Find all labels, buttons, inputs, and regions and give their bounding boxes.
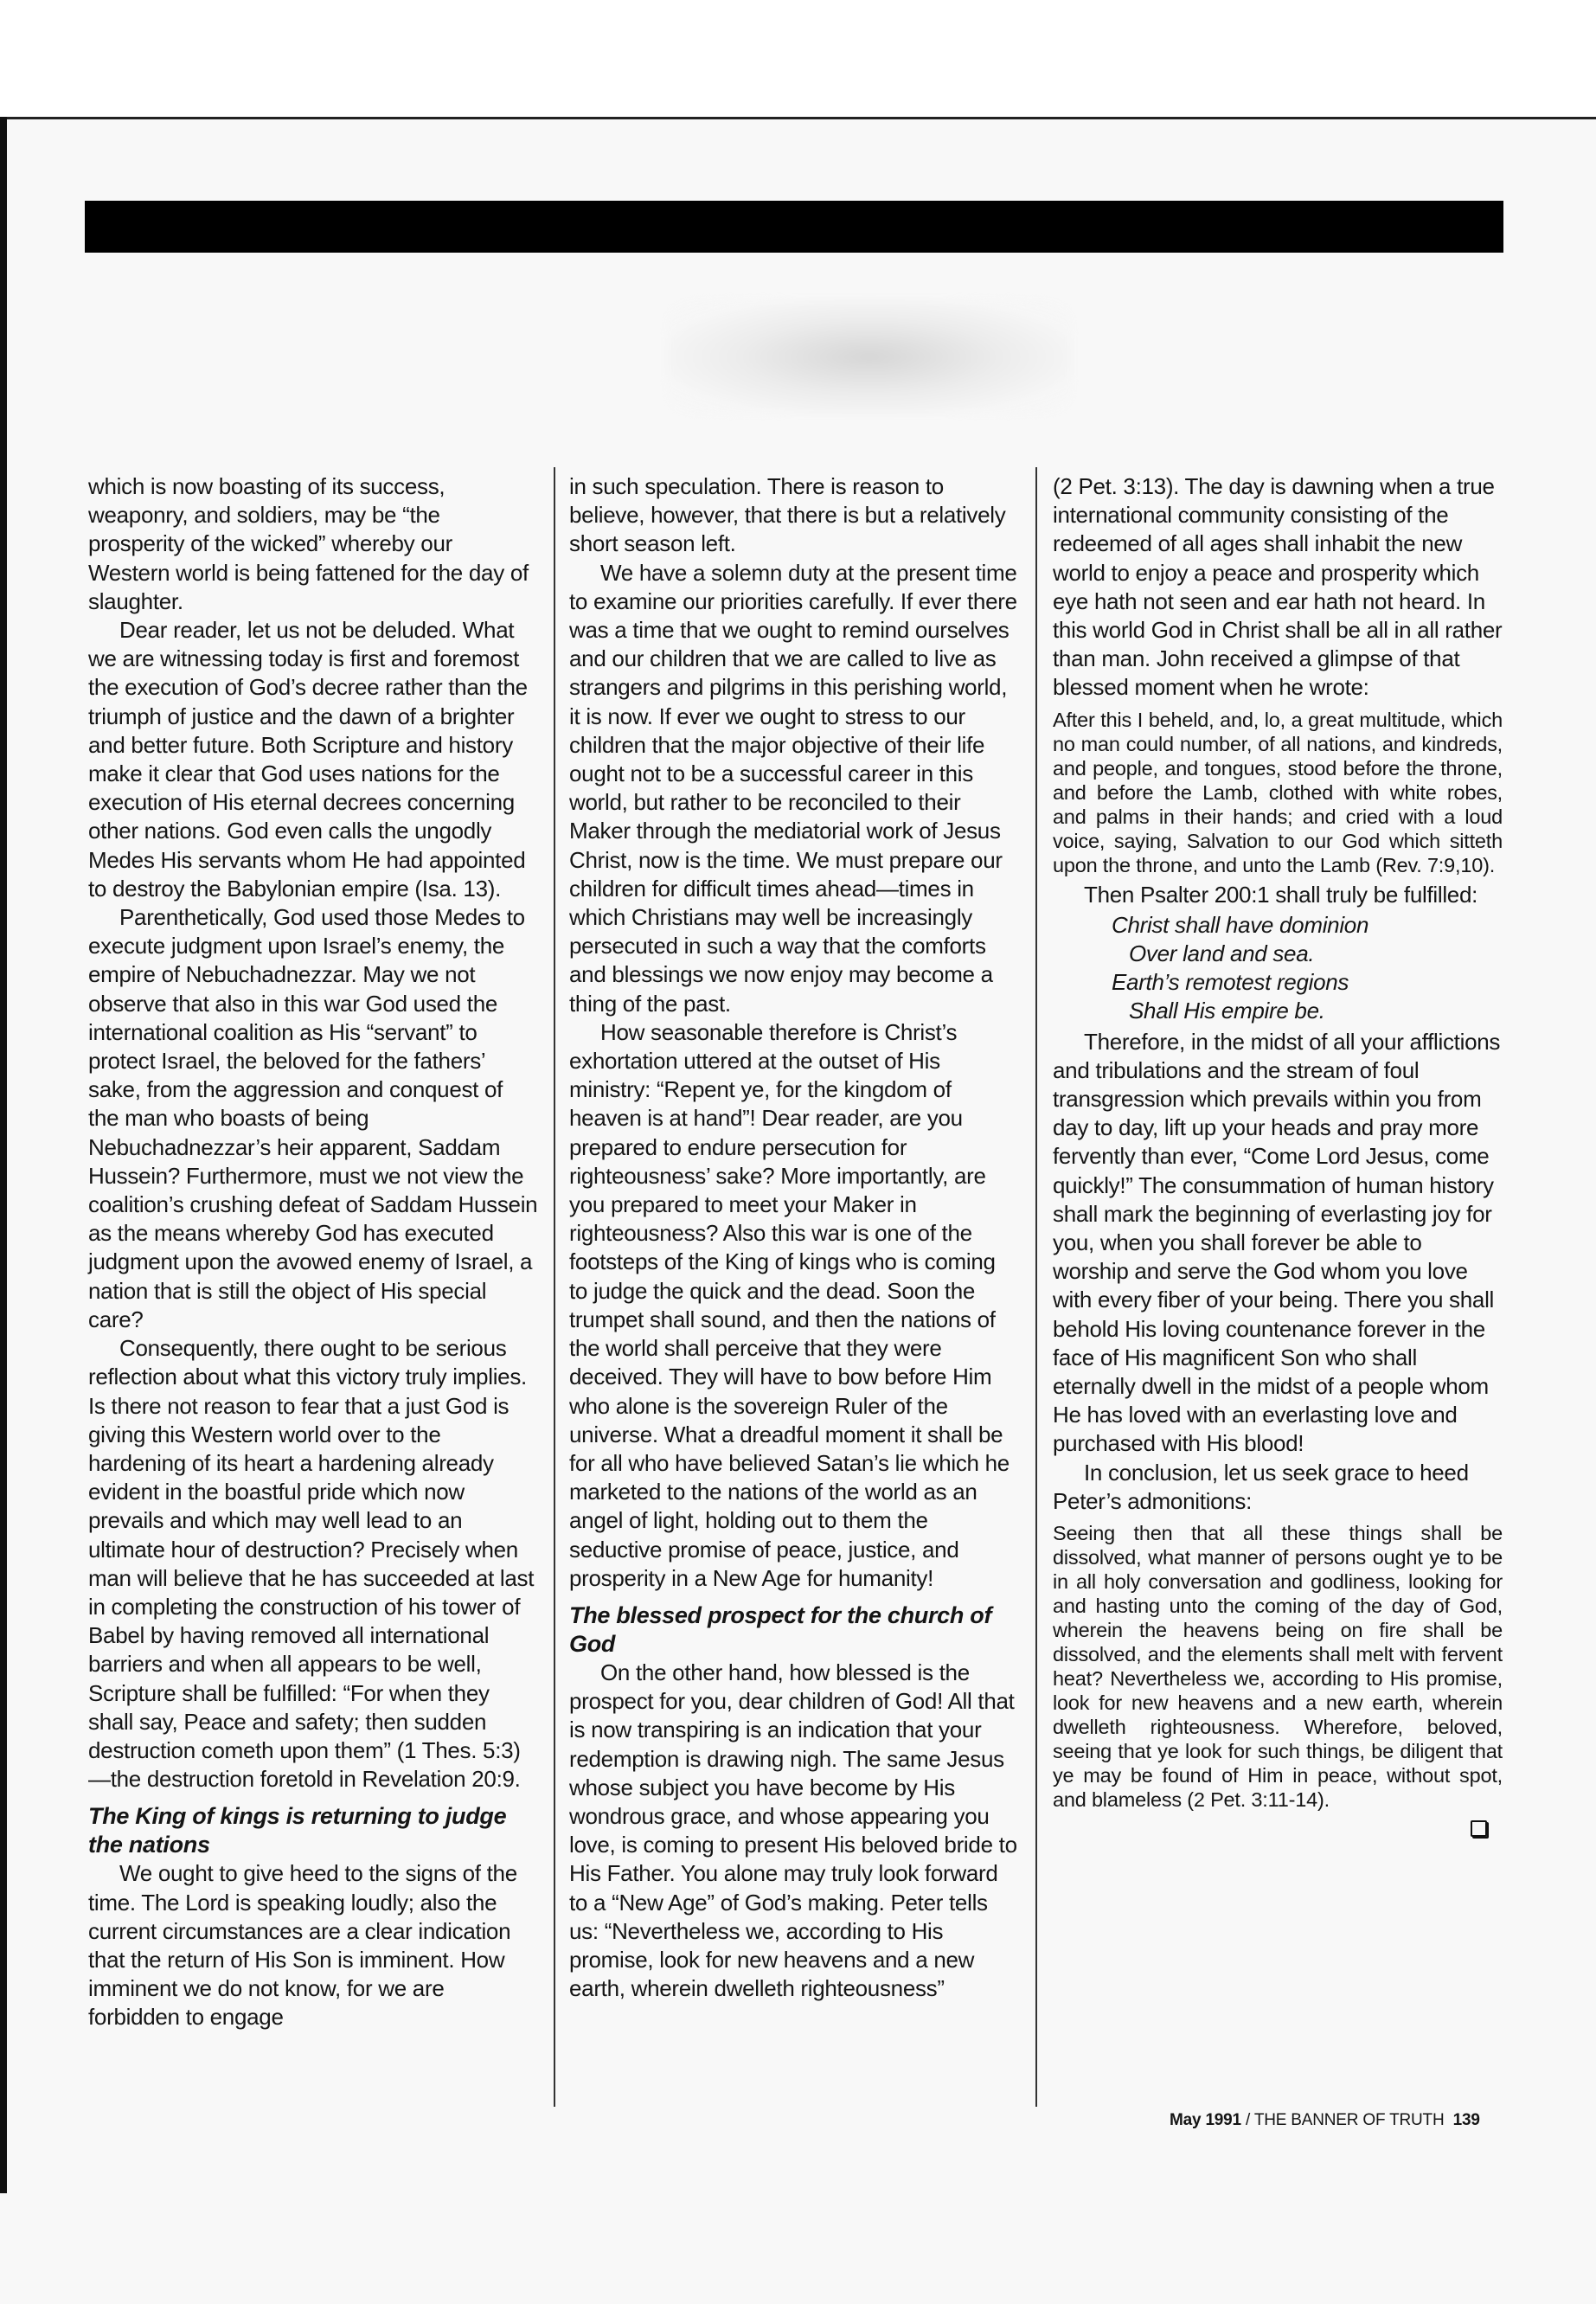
article-column-3: [1053, 472, 1503, 1844]
publication-name: THE BANNER OF TRUTH: [1253, 2111, 1445, 2129]
issue-date: May 1991: [1170, 2111, 1241, 2129]
paragraph: Consequently, there ought to be serious reflection about what this victory truly implies. Is there not reason to fear that a just God is giving this Western world over to the hardening of its heart a hardening already evident in the boastful pride which now prevails and which may well lead to an ultimate hour of destruction? Precisely when man will believe that he has succeeded at last in completing the construction of his tower of Babel by having removed all international barriers and when all appears to be well, Scripture shall be fulfilled: “For when they shall say, Peace and safety; then sudden destruction cometh upon them” (1 Thes. 5:3)—the destruction foretold in Revelation 20:9.: [88, 1335, 535, 1793]
paragraph: We ought to give heed to the signs of the time. The Lord is speaking loudly; also the current circumstances are a clear indication that the return of His Son is imminent. How imminent we do not know, for we are forbidden to engage: [88, 1860, 517, 2031]
section-heading: The blessed prospect for the church of God: [569, 1601, 992, 1657]
paragraph: Then Psalter 200:1 shall truly be fulfilled:: [1084, 881, 1478, 908]
page-number: 139: [1452, 2111, 1480, 2129]
footer-separator: /: [1240, 2111, 1254, 2129]
paragraph: Parenthetically, God used those Medes to execute judgment upon Israel’s enemy, the empire of Nebuchadnezzar. May we not observe that also in this war God used the international coalition as His “servant” to protect Israel, the beloved for the fathers’ sake, from the aggression and conquest of the man who boasts of being Nebuchadnezzar’s heir apparent, Saddam Hussein? Furthermore, must we not view the coalition’s crushing defeat of Saddam Hussein as the means whereby God has executed judgment upon the avowed enemy of Israel, a nation that is still the object of His special care?: [88, 904, 538, 1332]
verse-line: Shall His empire be.: [1129, 998, 1325, 1024]
end-of-article-mark: [1053, 1815, 1503, 1844]
column-divider: [1035, 467, 1037, 2107]
paragraph: Dear reader, let us not be deluded. What we are witnessing today is first and foremost the execution of God’s decree rather than the triumph of justice and the dawn of a brighter and better future. Both Scripture and history make it clear that God uses nations for the execution of His eternal decrees concerning other nations. God even calls the ungodly Medes His servants whom He had appointed to destroy the Babylonian empire (Isa. 13).: [88, 617, 528, 902]
verse-line: Earth’s remotest regions: [1112, 969, 1349, 996]
paragraph: in such speculation. There is reason to believe, however, that there is but a relatively short season left.: [569, 473, 1006, 557]
paragraph: Therefore, in the midst of all your afflictions and tribulations and the stream of foul transgression which prevails within you from day to day, lift up your heads and pray more fervently than ever, “Come Lord Jesus, come quickly!” The consummation of human history shall mark the beginning of everlasting joy for you, when you shall forever be able to worship and serve the God whom you love with every fiber of your being. There you shall behold His loving countenance forever in the face of His magnificent Son who shall eternally dwell in the midst of a people whom He has loved with an everlasting love and purchased with His blood!: [1053, 1028, 1501, 1457]
paragraph: How seasonable therefore is Christ’s exhortation uttered at the outset of His ministry: “Repent ye, for the kingdom of heaven is at hand”! Dear reader, are you prepared to endure persecution for righteousness’ sake? More importantly, are you prepared to meet your Maker in righteousness? Also this war is one of the footsteps of the King of kings who is coming to judge the quick and the dead. Soon the trumpet shall sound, and then the nations of the world shall perceive that they were deceived. They will have to bow before Him who alone is the sovereign Ruler of the universe. What a dreadful moment it shall be for all who have believed Satan’s lie which he marketed to the nations of the world as an angel of light, holding out to them the seductive promise of peace, justice, and prosperity in a New Age for humanity!: [569, 1018, 1010, 1591]
page-footer: [1170, 2111, 1480, 2130]
column-divider: [554, 467, 555, 2107]
square-end-icon: [1471, 1820, 1487, 1837]
verse-line: Over land and sea.: [1129, 940, 1315, 967]
faded-image-smudge: [666, 298, 1073, 415]
paragraph: On the other hand, how blessed is the prospect for you, dear children of God! All that is now transpiring is an indication that your redemption is drawing nigh. The same Jesus whose subject you have become by His wondrous grace, and whose appearing you love, is coming to present His beloved bride to His Father. You alone may truly look forward to a “New Age” of God’s making. Peter tells us: “Nevertheless we, according to His promise, look for new heavens and a new earth, wherein dwelleth righteousness”: [569, 1659, 1017, 2002]
block-quote: After this I beheld, and, lo, a great multitude, which no man could number, of all nations, and kindreds, and people, and tongues, stood before the throne, and before the Lamb, clothed with white robes, and palms in their hands; and cried with a loud voice, saying, Salvation to our God which sitteth upon the throne, and unto the Lamb (Rev. 7:9,10).: [1053, 708, 1503, 876]
paragraph: (2 Pet. 3:13). The day is dawning when a true international community consisting of the redeemed of all ages shall inhabit the new world to enjoy a peace and prosperity which eye hath not seen and ear hath not heard. In this world God in Christ shall be all in all rather than man. John received a glimpse of that blessed moment when he wrote:: [1053, 473, 1503, 701]
article-column-2: [569, 472, 1019, 2003]
section-heading: The King of kings is returning to judge the nations: [88, 1803, 507, 1858]
scan-edge: [0, 117, 7, 2193]
verse-line: Christ shall have dominion: [1112, 911, 1369, 938]
psalter-verse: [1053, 911, 1503, 1026]
header-banner-bar: [85, 201, 1503, 253]
paragraph: We have a solemn duty at the present time to examine our priorities carefully. If ever there was a time that we ought to remind ourselves and our children that we are called to live as strangers and pilgrims in this perishing world, it is now. If ever we ought to stress to our children that the major objective of their life ought not to be a successful career in this world, but rather to be reconciled to their Maker through the mediatorial work of Jesus Christ, now is the time. We must prepare our children for difficult times ahead—times in which Christians may well be increasingly persecuted in such a way that the comforts and blessings we now enjoy may become a thing of the past.: [569, 559, 1017, 1017]
article-column-1: [88, 472, 538, 2032]
paragraph: which is now boasting of its success, weaponry, and soldiers, may be “the prosperity of the wicked” whereby our Western world is being fattened for the day of slaughter.: [88, 473, 529, 614]
paragraph: In conclusion, let us seek grace to heed Peter’s admonitions:: [1053, 1459, 1469, 1514]
block-quote: Seeing then that all these things shall be dissolved, what manner of persons ought ye to be in all holy conversation and godliness, looking for and hasting unto the coming of the day of God, wherein the heavens being on fire shall be dissolved, and the elements shall melt with fervent heat? Nevertheless we, according to His promise, look for new heavens and a new earth, wherein dwelleth righteousness. Wherefore, beloved, seeing that ye look for such things, be diligent that ye may be found of Him in peace, without spot, and blameless (2 Pet. 3:11-14).: [1053, 1522, 1503, 1812]
